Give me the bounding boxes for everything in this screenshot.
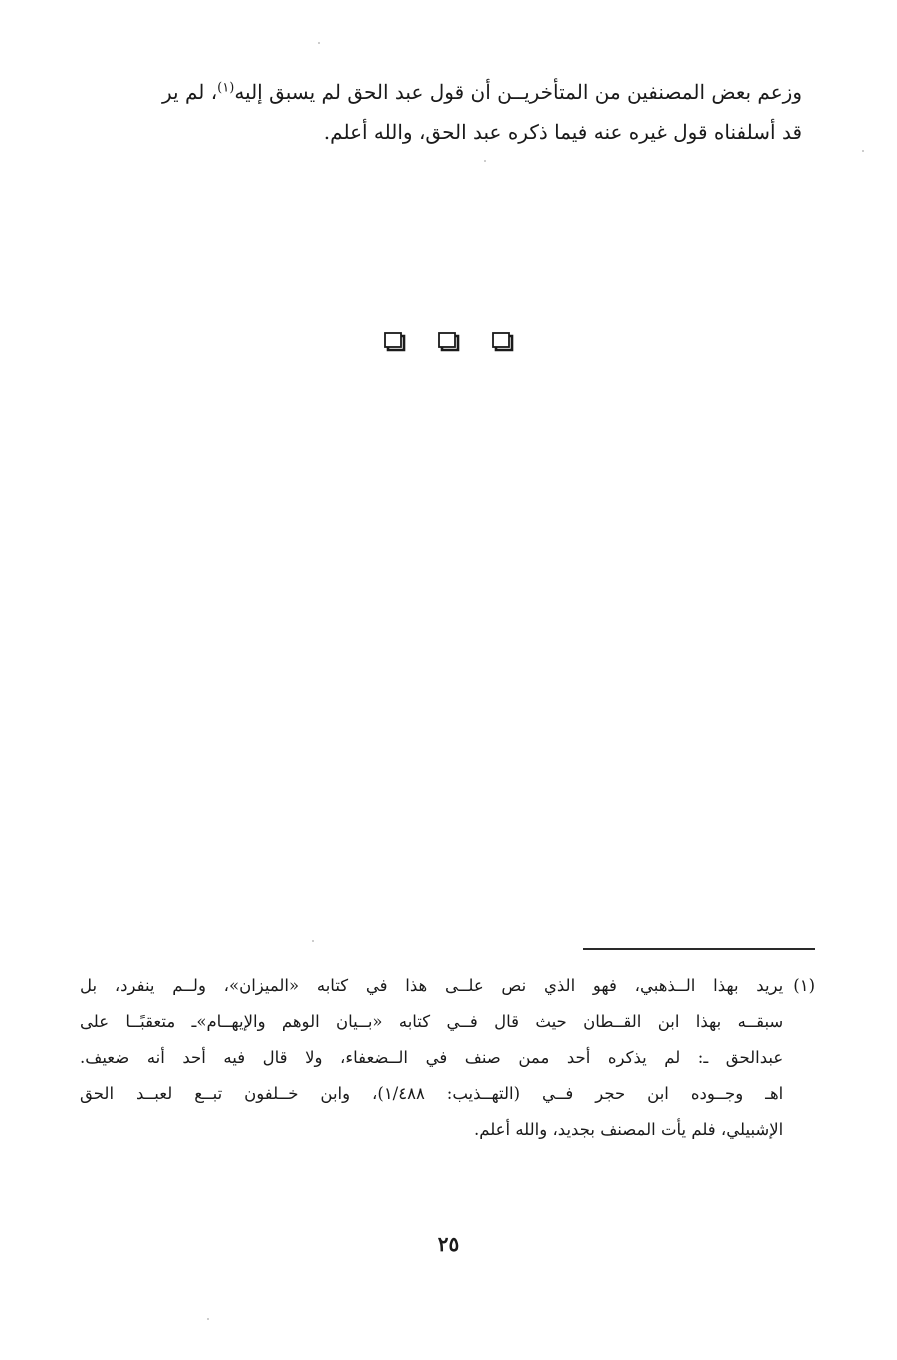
main-text [92,72,802,152]
footnote-separator [583,948,815,950]
body-line-1-text: وزعم بعض المصنفين من المتأخريــن أن قول عبد الحق لم يسبق إليه [234,80,802,104]
square-ornament-icon [492,332,514,352]
footnote-1 [80,968,815,1148]
footnote-reference[interactable]: (١) [217,80,235,96]
square-ornament-icon [438,332,460,352]
body-line-1 [92,72,802,112]
footnote-text [80,968,783,1148]
footnote-line: عبدالحق ـ: لم يذكره أحد ممن صنف في الــضعفاء، ولا قال فيه أحد أنه ضعيف. [80,1048,784,1067]
scan-speck [862,150,864,152]
footnote-line: يريد بهذا الــذهبي، فهو الذي نص علــى هذا في كتابه «الميزان»، ولــم ينفرد، بل [80,976,784,995]
section-divider-ornaments [0,332,897,352]
body-line-1-tail: ، لم ير [161,80,218,104]
scan-speck [207,1318,209,1320]
footnote-line: الإشبيلي، فلم يأت المصنف بجديد، والله أعلم. [473,1120,784,1139]
footnote-line: اهـ وجــوده ابن حجر فــي (التهــذيب: ١/٤٨٨)، وابن خــلفون تبــع لعبــد الحق [80,1084,784,1103]
scan-speck [312,940,314,942]
body-line-2: قد أسلفناه قول غيره عنه فيما ذكره عبد الحق، والله أعلم. [323,120,802,144]
footnote-number: (١) [793,976,815,995]
square-ornament-icon [384,332,406,352]
page-number: ٢٥ [437,1232,460,1256]
scan-speck [318,42,320,44]
footnote-line: سبقــه بهذا ابن القــطان حيث قال فــي كتابه «بــيان الوهم والإيهــام»ـ متعقبًــا على [80,1012,784,1031]
footnotes-section [80,968,815,1148]
scan-speck [484,160,486,162]
